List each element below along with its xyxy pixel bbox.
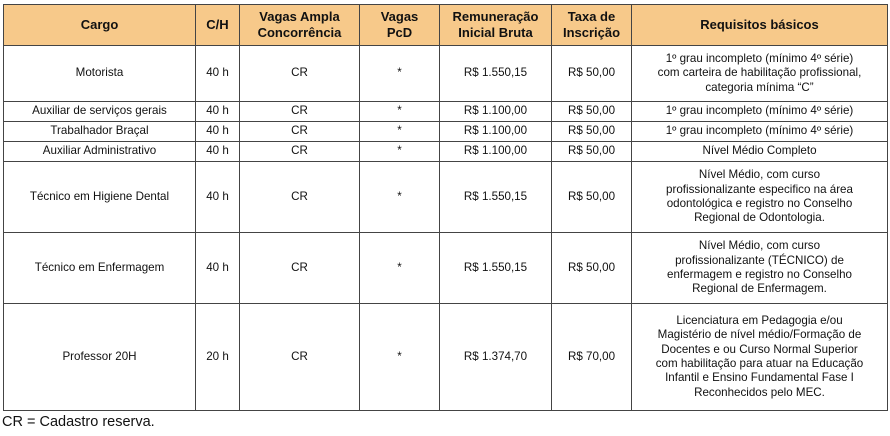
cell-vagas-pcd: *	[360, 102, 440, 122]
requisito-line: Nível Médio, com curso	[698, 168, 821, 182]
cell-ch: 40 h	[196, 233, 240, 304]
header-line: Requisitos básicos	[700, 17, 819, 32]
requisito-line: Nível Médio Completo	[702, 144, 817, 158]
cell-taxa: R$ 50,00	[552, 142, 632, 162]
cell-vagas-ampla: CR	[240, 46, 360, 102]
header-line: Taxa de	[567, 9, 616, 24]
header-line: Cargo	[80, 17, 119, 32]
header-cargo	[4, 5, 196, 46]
header-vagas-ampla	[240, 5, 360, 46]
requisito-line: profissionalizante (TÉCNICO) de	[675, 253, 844, 267]
header-line: Vagas Ampla	[259, 9, 340, 24]
cell-cargo: Trabalhador Braçal	[4, 122, 196, 142]
requisito-line: 1º grau incompleto (mínimo 4º série)	[665, 51, 854, 65]
requisito-line: Nível Médio, com curso	[698, 239, 821, 253]
cell-vagas-ampla: CR	[240, 142, 360, 162]
cell-requisitos	[632, 102, 888, 122]
table-body	[4, 46, 888, 411]
cell-vagas-pcd: *	[360, 304, 440, 411]
table-row	[4, 102, 888, 122]
cell-remuneracao: R$ 1.100,00	[440, 142, 552, 162]
header-requisitos	[632, 5, 888, 46]
cell-requisitos	[632, 46, 888, 102]
header-line: C/H	[206, 17, 229, 32]
requisito-line: odontológica e registro no Conselho	[666, 197, 853, 210]
table-header-row	[4, 5, 888, 46]
cell-cargo: Motorista	[4, 46, 196, 102]
cell-remuneracao: R$ 1.550,15	[440, 233, 552, 304]
header-vagas-pcd	[360, 5, 440, 46]
cell-vagas-pcd: *	[360, 162, 440, 233]
header-taxa	[552, 5, 632, 46]
cell-vagas-ampla: CR	[240, 304, 360, 411]
cell-taxa: R$ 50,00	[552, 233, 632, 304]
requisito-line: Docentes e ou Curso Normal Superior	[661, 342, 858, 356]
table-row	[4, 304, 888, 411]
cell-ch: 20 h	[196, 304, 240, 411]
cell-remuneracao: R$ 1.374,70	[440, 304, 552, 411]
table-row	[4, 46, 888, 102]
table-row	[4, 122, 888, 142]
cell-requisitos	[632, 122, 888, 142]
header-line: Remuneração	[452, 9, 539, 24]
cell-vagas-ampla: CR	[240, 162, 360, 233]
cell-vagas-pcd: *	[360, 46, 440, 102]
cell-ch: 40 h	[196, 142, 240, 162]
requisito-line: com habilitação para atuar na Educação	[655, 357, 864, 370]
header-line: Concorrência	[257, 25, 342, 40]
requisito-line: Infantil e Ensino Fundamental Fase I	[665, 371, 854, 385]
header-line: PcD	[386, 25, 413, 40]
footnote: CR = Cadastro reserva.	[2, 414, 155, 430]
table-row	[4, 233, 888, 304]
cell-vagas-ampla: CR	[240, 233, 360, 304]
cell-cargo: Técnico em Higiene Dental	[4, 162, 196, 233]
cell-taxa: R$ 50,00	[552, 46, 632, 102]
cell-vagas-ampla: CR	[240, 122, 360, 142]
cell-cargo: Auxiliar Administrativo	[4, 142, 196, 162]
cell-taxa: R$ 50,00	[552, 162, 632, 233]
cell-ch: 40 h	[196, 122, 240, 142]
requisito-line: Reconhecidos pelo MEC.	[694, 385, 825, 399]
header-remuneracao	[440, 5, 552, 46]
cell-ch: 40 h	[196, 102, 240, 122]
table-row	[4, 142, 888, 162]
cell-cargo: Técnico em Enfermagem	[4, 233, 196, 304]
header-line: Inicial Bruta	[458, 25, 533, 40]
table-row	[4, 162, 888, 233]
cell-requisitos	[632, 233, 888, 304]
cell-taxa: R$ 70,00	[552, 304, 632, 411]
requisito-line: Regional de Odontologia.	[694, 211, 825, 225]
cell-vagas-pcd: *	[360, 233, 440, 304]
positions-table	[3, 4, 888, 411]
cell-requisitos	[632, 162, 888, 233]
requisito-line: 1º grau incompleto (mínimo 4º série)	[665, 104, 854, 118]
requisito-line: Regional de Enfermagem.	[692, 282, 827, 296]
requisito-line: 1º grau incompleto (mínimo 4º série)	[665, 124, 854, 138]
requisito-line: Licenciatura em Pedagogia e/ou	[676, 313, 843, 327]
header-line: Inscrição	[562, 25, 621, 40]
cell-remuneracao: R$ 1.550,15	[440, 162, 552, 233]
cell-ch: 40 h	[196, 162, 240, 233]
requisito-line: categoria mínima “C”	[705, 80, 814, 94]
cell-requisitos	[632, 304, 888, 411]
cell-taxa: R$ 50,00	[552, 122, 632, 142]
cell-cargo: Professor 20H	[4, 304, 196, 411]
cell-remuneracao: R$ 1.550,15	[440, 46, 552, 102]
cell-requisitos	[632, 142, 888, 162]
requisito-line: profissionalizante especifico na área	[666, 182, 853, 196]
header-ch	[196, 5, 240, 46]
requisito-line: enfermagem e registro no Conselho	[667, 268, 852, 281]
cell-taxa: R$ 50,00	[552, 102, 632, 122]
cell-remuneracao: R$ 1.100,00	[440, 122, 552, 142]
cell-ch: 40 h	[196, 46, 240, 102]
cell-vagas-pcd: *	[360, 142, 440, 162]
cell-vagas-ampla: CR	[240, 102, 360, 122]
requisito-line: Magistério de nível médio/Formação de	[657, 328, 862, 342]
cell-vagas-pcd: *	[360, 122, 440, 142]
cell-cargo: Auxiliar de serviços gerais	[4, 102, 196, 122]
header-line: Vagas	[380, 9, 419, 24]
cell-remuneracao: R$ 1.100,00	[440, 102, 552, 122]
requisito-line: com carteira de habilitação profissional,	[657, 66, 862, 80]
